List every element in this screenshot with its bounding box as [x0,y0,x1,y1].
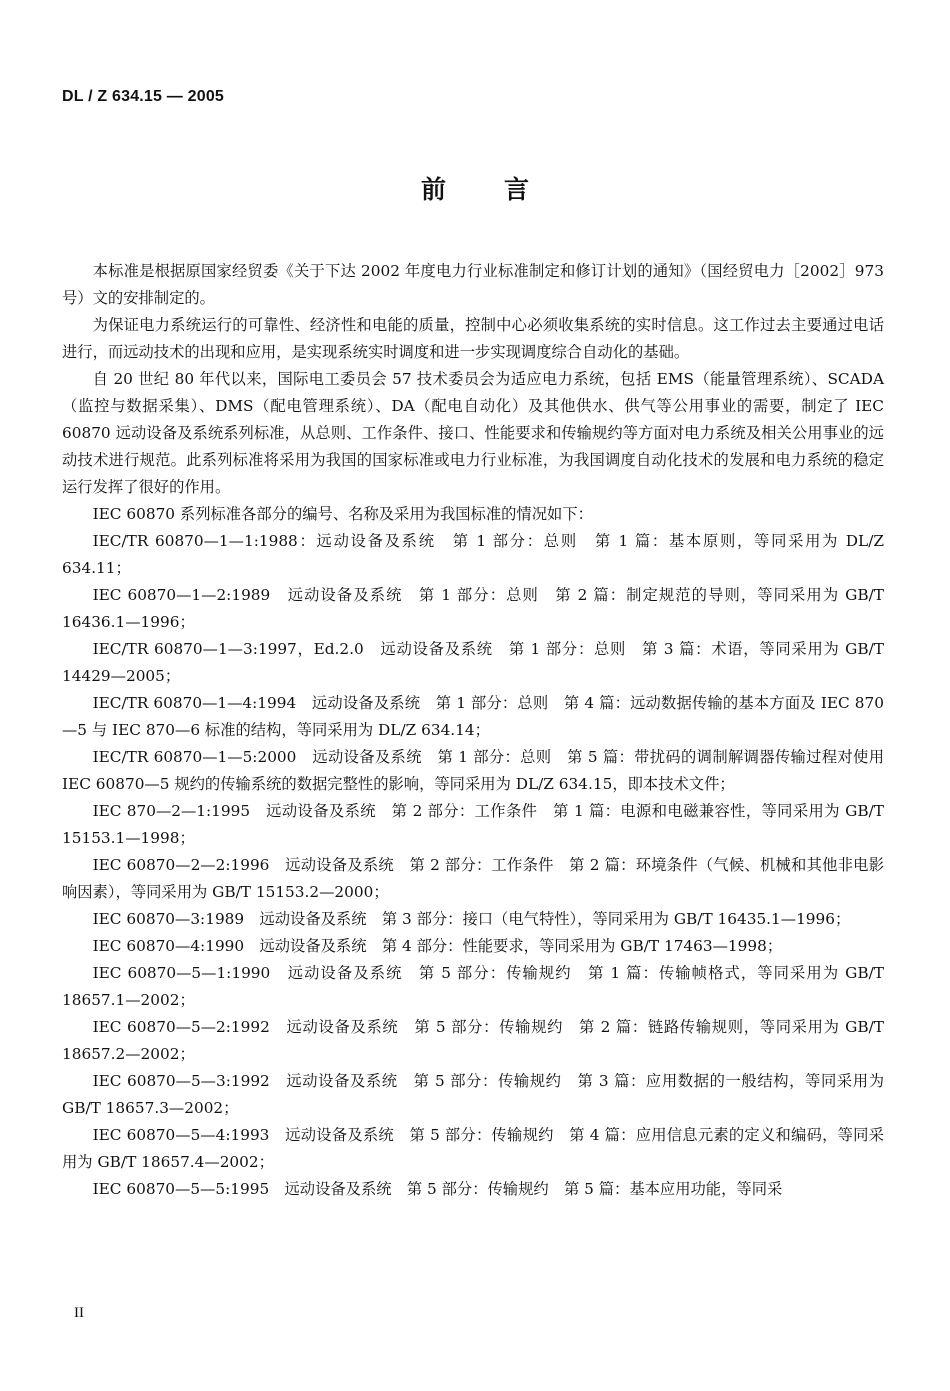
paragraph: 自 20 世纪 80 年代以来，国际电工委员会 57 技术委员会为适应电力系统，包括 EMS（能量管理系统）、SCADA（监控与数据采集）、DMS（配电管理系统）、DA（配电自动化）及其他供水、供气等公用事业的需要，制定了 IEC 60870 远动设备及系统系列标准，从总则、工作条件、接口、性能要求和传输规约等方面对电力系统及相关公用事业的远动技术进行规范。此系列标准将采用为我国的国家标准或电力行业标准，为我国调度自动化技术的发展和电力系统的稳定运行发挥了很好的作用。 [62,370,884,496]
paragraph: IEC 60870—2—2:1996 远动设备及系统 第 2 部分：工作条件 第 2 篇：环境条件（气候、机械和其他非电影响因素），等同采用为 GB/T 15153.2—2000； [62,856,884,901]
paragraph: IEC/TR 60870—1—1:1988：远动设备及系统 第 1 部分：总则 第 1 篇：基本原则，等同采用为 DL/Z 634.11； [62,532,884,577]
paragraph: IEC 60870—1—2:1989 远动设备及系统 第 1 部分：总则 第 2 篇：制定规范的导则，等同采用为 GB/T 16436.1—1996； [62,586,884,631]
paragraph: IEC 60870—5—3:1992 远动设备及系统 第 5 部分：传输规约 第 3 篇：应用数据的一般结构，等同采用为 GB/T 18657.3—2002； [62,1072,884,1117]
body-text [62,258,884,1203]
paragraph: IEC 870—2—1:1995 远动设备及系统 第 2 部分：工作条件 第 1 篇：电源和电磁兼容性，等同采用为 GB/T 15153.1—1998； [62,802,884,847]
page-number: II [74,1305,84,1321]
paragraph: IEC 60870—5—5:1995 远动设备及系统 第 5 部分：传输规约 第 5 篇：基本应用功能，等同采 [92,1180,783,1198]
paragraph: IEC 60870—4:1990 远动设备及系统 第 4 部分：性能要求，等同采用为 GB/T 17463—1998； [92,937,783,955]
paragraph: IEC 60870—5—4:1993 远动设备及系统 第 5 部分：传输规约 第 4 篇：应用信息元素的定义和编码，等同采用为 GB/T 18657.4—2002； [62,1126,884,1171]
section-title: 前言 [420,175,587,204]
paragraph: IEC/TR 60870—1—3:1997，Ed.2.0 远动设备及系统 第 1 部分：总则 第 3 篇：术语，等同采用为 GB/T 14429—2005； [62,640,884,685]
paragraph: 本标准是根据原国家经贸委《关于下达 2002 年度电力行业标准制定和修订计划的通知》（国经贸电力［2002］973 号）文的安排制定的。 [62,262,884,307]
document-code: DL / Z 634.15 — 2005 [62,88,225,105]
paragraph: IEC/TR 60870—1—4:1994 远动设备及系统 第 1 部分：总则 第 4 篇：远动数据传输的基本方面及 IEC 870—5 与 IEC 870—6 标准的结构，等同采用为 DL/Z 634.14； [62,694,884,739]
paragraph: IEC/TR 60870—1—5:2000 远动设备及系统 第 1 部分：总则 第 5 篇：带扰码的调制解调器传输过程对使用 IEC 60870—5 规约的传输系统的数据完整性的影响，等同采用为 DL/Z 634.15，即本技术文件； [62,748,884,793]
paragraph: IEC 60870—3:1989 远动设备及系统 第 3 部分：接口（电气特性），等同采用为 GB/T 16435.1—1996； [92,910,851,928]
paragraph: 为保证电力系统运行的可靠性、经济性和电能的质量，控制中心必须收集系统的实时信息。这工作过去主要通过电话进行，而远动技术的出现和应用，是实现系统实时调度和进一步实现调度综合自动化的基础。 [62,316,884,361]
paragraph: IEC 60870—5—2:1992 远动设备及系统 第 5 部分：传输规约 第 2 篇：链路传输规则，等同采用为 GB/T 18657.2—2002； [62,1018,884,1063]
paragraph: IEC 60870 系列标准各部分的编号、名称及采用为我国标准的情况如下： [92,505,593,523]
paragraph: IEC 60870—5—1:1990 远动设备及系统 第 5 部分：传输规约 第 1 篇：传输帧格式，等同采用为 GB/T 18657.1—2002； [62,964,884,1009]
